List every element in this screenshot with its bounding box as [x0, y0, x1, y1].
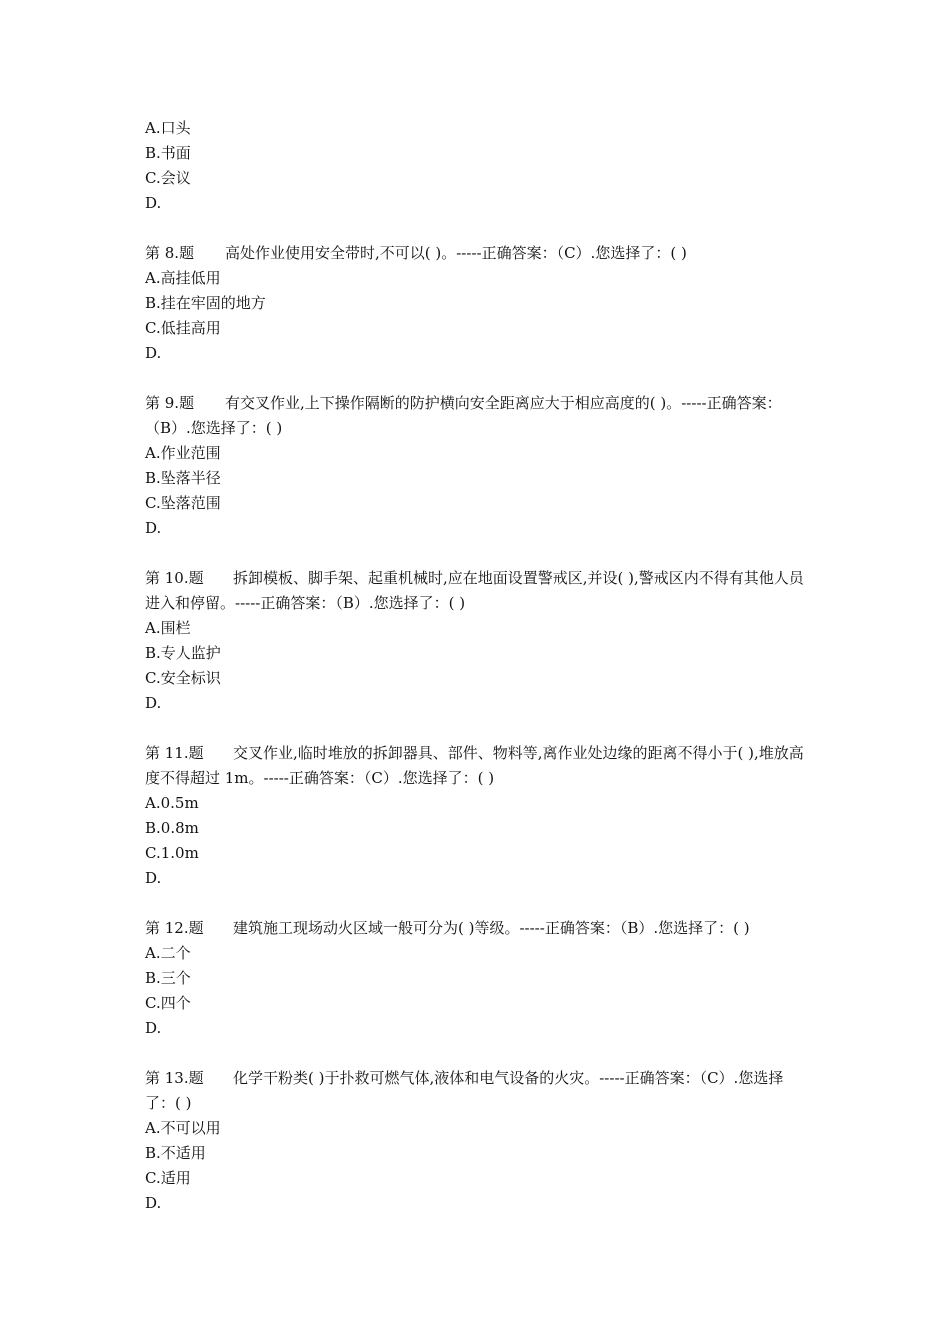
option-c: C.四个 — [145, 994, 191, 1012]
option-d: D. — [145, 694, 162, 712]
option-b: B.坠落半径 — [145, 469, 221, 487]
question-stem — [145, 741, 810, 791]
question-stem — [145, 916, 810, 941]
option-a: A.作业范围 — [145, 444, 221, 462]
question-text: 有交叉作业,上下操作隔断的防护横向安全距离应大于相应高度的( )。-----正确答案：（B）.您选择了：( ) — [145, 394, 782, 437]
question-text: 交叉作业,临时堆放的拆卸器具、部件、物料等,离作业处边缘的距离不得小于( ),堆放高度不得超过 1m。-----正确答案：（C）.您选择了：( ) — [145, 744, 804, 787]
option-a: A.高挂低用 — [145, 269, 221, 287]
option-a: A.围栏 — [145, 619, 191, 637]
option-a: A.0.5m — [145, 794, 199, 812]
question-11 — [145, 741, 810, 891]
option-b: B.书面 — [145, 144, 191, 162]
question-number: 第 10.题 — [145, 569, 204, 587]
option-b: B.专人监护 — [145, 644, 221, 662]
question-text: 拆卸模板、脚手架、起重机械时,应在地面设置警戒区,并设( ),警戒区内不得有其他人员进入和停留。-----正确答案：（B）.您选择了：( ) — [145, 569, 804, 612]
option-c: C.坠落范围 — [145, 494, 221, 512]
question-text: 高处作业使用安全带时,不可以( )。-----正确答案：（C）.您选择了：( ) — [225, 244, 687, 262]
option-d: D. — [145, 1194, 162, 1212]
option-b: B.挂在牢固的地方 — [145, 294, 266, 312]
question-number: 第 12.题 — [145, 919, 204, 937]
question-text: 建筑施工现场动火区域一般可分为( )等级。-----正确答案：（B）.您选择了：( ) — [233, 919, 750, 937]
option-d: D. — [145, 1019, 162, 1037]
document-page — [145, 116, 810, 1216]
question-9 — [145, 391, 810, 541]
question-10 — [145, 566, 810, 716]
option-b: B.不适用 — [145, 1144, 206, 1162]
option-d: D. — [145, 194, 162, 212]
option-b: B.0.8m — [145, 819, 199, 837]
question-number: 第 11.题 — [145, 744, 204, 762]
option-c: C.会议 — [145, 169, 191, 187]
option-c: C.安全标识 — [145, 669, 221, 687]
question-13 — [145, 1066, 810, 1216]
question-stem — [145, 241, 810, 266]
option-a: A.二个 — [145, 944, 191, 962]
question-number: 第 13.题 — [145, 1069, 204, 1087]
question-stem — [145, 566, 810, 616]
option-a: A.不可以用 — [145, 1119, 221, 1137]
question-8 — [145, 241, 810, 366]
option-c: C.低挂高用 — [145, 319, 221, 337]
question-number: 第 8.题 — [145, 244, 195, 262]
intro-options — [145, 116, 810, 216]
option-b: B.三个 — [145, 969, 191, 987]
question-text: 化学干粉类( )于扑救可燃气体,液体和电气设备的火灾。-----正确答案：（C）.您选择了：( ) — [145, 1069, 784, 1112]
question-12 — [145, 916, 810, 1041]
option-d: D. — [145, 344, 162, 362]
question-stem — [145, 391, 810, 441]
question-number: 第 9.题 — [145, 394, 195, 412]
option-a: A.口头 — [145, 119, 191, 137]
question-stem — [145, 1066, 810, 1116]
option-c: C.1.0m — [145, 844, 199, 862]
option-d: D. — [145, 519, 162, 537]
option-c: C.适用 — [145, 1169, 191, 1187]
option-d: D. — [145, 869, 162, 887]
